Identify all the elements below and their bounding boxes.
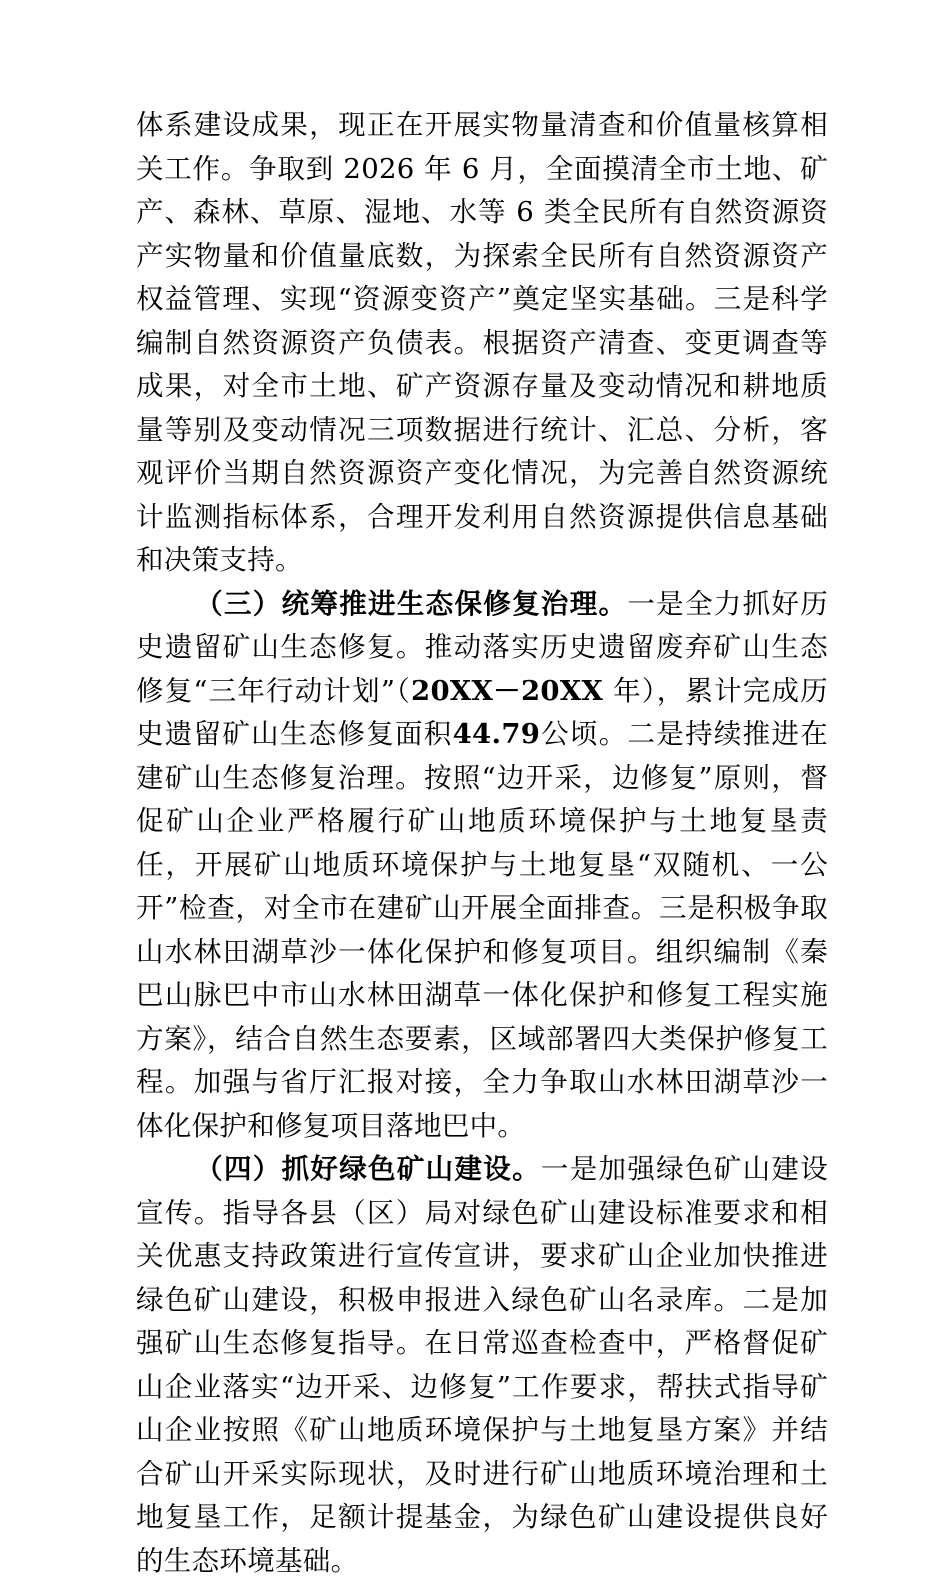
document-body (136, 104, 828, 1583)
paragraph-section-three: （三）统筹推进生态保修复治理。一是全力抓好历史遗留矿山生态修复。推动落实历史遗留废弃矿山生态修复“三年行动计划”（20XX－20XX 年），累计完成历史遗留矿山生态修复面积44.79公顷。二是持续推进在建矿山生态修复治理。按照“边开采，边修复”原则，督促矿山企业严格履行矿山地质环境保护与土地复垦责任，开展矿山地质环境保护与土地复垦“双随机、一公开”检查，对全市在建矿山开展全面排查。三是积极争取山水林田湖草沙一体化保护和修复项目。组织编制《秦巴山脉巴中市山水林田湖草一体化保护和修复工程实施方案》，结合自然生态要素，区域部署四大类保护修复工程。加强与省厅汇报对接，全力争取山水林田湖草沙一体化保护和修复项目落地巴中。 (136, 587, 829, 1142)
section-heading: （四）抓好绿色矿山建设。 (195, 1153, 541, 1185)
inline-figure: 20XX－20XX (411, 674, 604, 707)
paragraph-continuation: 体系建设成果，现正在开展实物量清查和价值量核算相关工作。争取到 2026 年 6 月，全面摸清全市土地、矿产、森林、草原、湿地、水等 6 类全民所有自然资源资产实物量和价值量底数，为探索全民所有自然资源资产权益管理、实现“资源变资产”奠定坚实基础。三是科学编制自然资源资产负债表。根据资产清查、变更调查等成果，对全市土地、矿产资源存量及变动情况和耕地质量等别及变动情况三项数据进行统计、汇总、分析，客观评价当期自然资源资产变化情况，为完善自然资源统计监测指标体系，合理开发利用自然资源提供信息基础和决策支持。 (136, 109, 828, 576)
paragraph-section-four: （四）抓好绿色矿山建设。一是加强绿色矿山建设宣传。指导各县（区）局对绿色矿山建设标准要求和相关优惠支持政策进行宣传宣讲，要求矿山企业加快推进绿色矿山建设，积极申报进入绿色矿山名录库。二是加强矿山生态修复指导。在日常巡查检查中，严格督促矿山企业落实“边开采、边修复”工作要求，帮扶式指导矿山企业按照《矿山地质环境保护与土地复垦方案》并结合矿山开采实际现状，及时进行矿山地质环境治理和土地复垦工作，足额计提基金，为绿色矿山建设提供良好的生态环境基础。 (136, 1153, 829, 1577)
inline-figure: 44.79 (452, 718, 541, 750)
section-heading: （三）统筹推进生态保修复治理。 (195, 587, 628, 620)
